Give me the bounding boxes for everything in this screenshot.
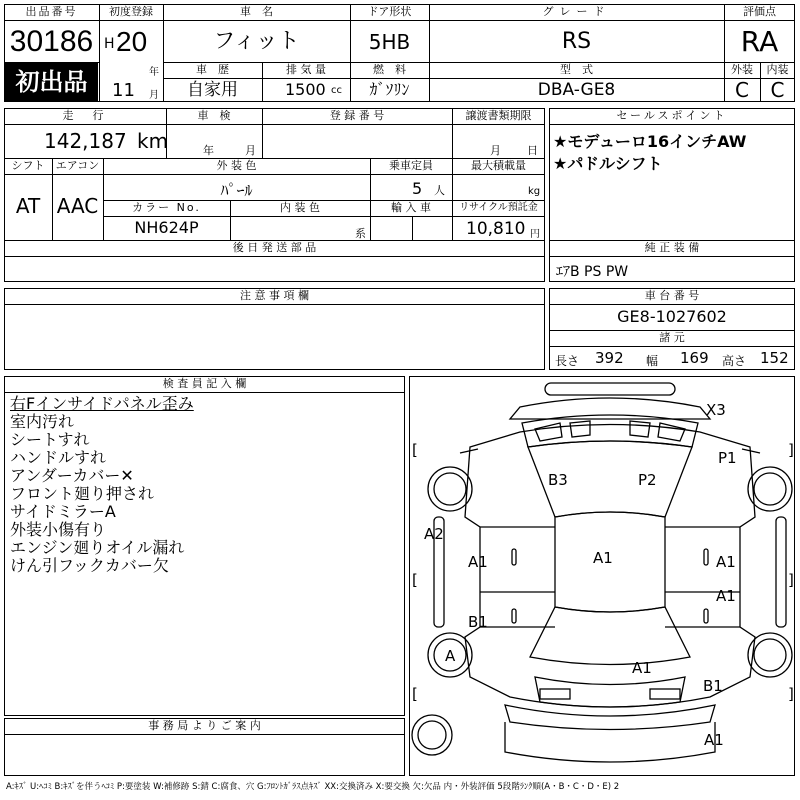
length-value: 392 [595,349,624,367]
transfer-day-unit: 日 [527,144,538,157]
length-label: 長さ [555,354,580,368]
reg-year-unit: 年 [149,67,159,78]
remark-3: シートすれ [10,430,90,449]
sales-point-2: ★パドルシフト [553,154,663,173]
colorno-value: NH624P [134,218,199,237]
door-label: ドア形状 [367,5,412,18]
mark-b1-right: B1 [703,677,723,695]
capacity-label: 乗車定員 [389,159,433,172]
bracket-left-top: [ [412,441,418,459]
int-label: 内装 [766,63,789,76]
car-name: フィット [213,29,300,54]
inspector-label: 検 査 員 記 入 欄 [162,377,247,390]
inspection-label: 車 検 [197,109,231,122]
remark-7: サイドミラーA [10,502,116,521]
reg-month-unit: 月 [149,90,159,101]
load-label: 最大積載量 [471,159,526,172]
load-unit: kg [528,186,541,197]
notes-label: 注 意 事 項 欄 [240,289,309,302]
transfer-month-unit: 月 [490,144,501,157]
reg-label: 初度登録 [109,5,153,18]
sales-point-1: ★モデューロ16インチAW [553,132,747,151]
capacity-value: 5 [412,179,423,198]
mileage-unit: km [137,129,169,153]
reg-era: H [104,36,115,52]
remark-1: 右Fインサイドパネル歪み [10,394,194,413]
mileage-value: 142,187 [44,129,127,153]
remark-6: フロント廻り押され [10,484,155,503]
width-label: 幅 [646,354,659,368]
ext-label: 外装 [731,63,753,76]
mileage-label: 走 行 [62,109,108,122]
inspection-year-unit: 年 [203,144,214,157]
plate-label: 登 録 番 号 [329,109,385,122]
remark-9: エンジン廻りオイル漏れ [10,538,185,557]
dims-label: 諸 元 [659,331,685,344]
interior-unit: 系 [355,227,366,240]
interior-label: 内 装 色 [280,201,320,214]
bracket-left-bottom: [ [412,685,418,703]
bracket-left-mid: [ [412,571,418,589]
score-label: 評価点 [743,5,776,18]
lot-label: 出品番号 [25,5,78,18]
chassis-label: 車 台 番 号 [644,289,700,302]
mark-b3: B3 [548,471,568,489]
recycle-label: リサイクル預託金 [459,202,538,213]
grade-label: グレード [542,5,611,18]
mark-a1-bottom: A1 [704,731,724,749]
disp-unit: cc [331,85,342,96]
fuel-value: ｶﾞｿﾘﾝ [369,80,410,99]
mark-a1-right: A1 [716,553,736,571]
shift-value: AT [15,194,41,218]
mark-b1-left: B1 [468,613,488,631]
mark-a1-lower: A1 [632,659,652,677]
office-label: 事 務 局 よ り ご 案 内 [148,719,261,732]
color-label: 外 装 色 [216,159,257,172]
inspection-month-unit: 月 [245,144,256,157]
mark-p2: P2 [638,471,657,489]
lot-number: 30186 [9,25,94,58]
reg-year: 20 [116,26,148,57]
capacity-unit: 人 [434,184,445,197]
mark-x3: X3 [706,401,726,419]
int-value: C [770,78,785,102]
score-value: RA [740,25,779,58]
ac-value: AAC [56,194,99,218]
remark-5: アンダーカバー✕ [10,466,134,485]
fuel-label: 燃 料 [373,63,406,76]
transfer-label: 譲渡書類期限 [465,109,532,122]
shift-label: シフト [11,159,45,172]
car-outline-diagram [410,377,796,777]
damage-diagram [409,376,795,776]
history-value: 自家用 [187,80,238,100]
history-label: 車 歴 [196,63,229,76]
bracket-right-top: ] [788,441,794,459]
mark-a1-center: A1 [593,549,613,567]
mark-p1: P1 [718,449,737,467]
equipment-value: ｴｱB PS PW [556,264,629,280]
remark-8: 外装小傷有り [10,520,107,539]
mark-a1-right2: A1 [716,587,736,605]
bracket-right-bottom: ] [788,685,794,703]
colorno-label: カラー No. [132,201,201,214]
name-label: 車 名 [240,5,273,18]
mark-a1-left: A1 [468,553,488,571]
height-value: 152 [760,349,789,367]
ac-label: エアコン [55,159,100,172]
remark-4: ハンドルすれ [10,448,107,467]
legend-footer: A:ｷｽﾞ U:ﾍｺﾐ B:ｷｽﾞを伴うﾍｺﾐ P:要塗装 W:補修跡 S:錆 C:腐食、穴 G:ﾌﾛﾝﾄｶﾞﾗｽ点ｷｽﾞ XX:交換済み X:要交換 欠:欠品 内・外装評価 5段階ﾗﾝｸ順(A・B・C・D・E) 2 [6,782,620,792]
grade-value: RS [561,29,592,54]
remark-10: けん引フックカバー欠 [10,556,169,575]
mark-a-wheel: A [445,647,456,665]
remark-2: 室内汚れ [10,412,75,431]
door-type: 5HB [368,30,411,54]
disp-value: 1500 [285,80,326,99]
recycle-unit: 円 [530,229,540,240]
sales-label: セールスポイント [616,109,728,122]
first-listing-badge: 初出品 [5,63,98,101]
disp-label: 排 気 量 [286,63,326,76]
ext-value: C [735,78,749,102]
model-label: 型 式 [560,63,593,76]
mark-a2: A2 [424,525,444,543]
width-value: 169 [680,349,709,367]
equipment-label: 純 正 装 備 [644,241,700,254]
reg-month: 11 [112,80,135,101]
chassis-value: GE8-1027602 [617,307,727,326]
bracket-right-mid: ] [788,571,794,589]
model-value: DBA-GE8 [537,80,616,100]
import-label: 輸 入 車 [391,201,431,214]
color-value: ﾊﾟｰﾙ [220,181,253,200]
height-label: 高さ [722,354,747,368]
recycle-value: 10,810 [466,219,526,239]
later-parts-label: 後 日 発 送 部 品 [232,241,317,254]
